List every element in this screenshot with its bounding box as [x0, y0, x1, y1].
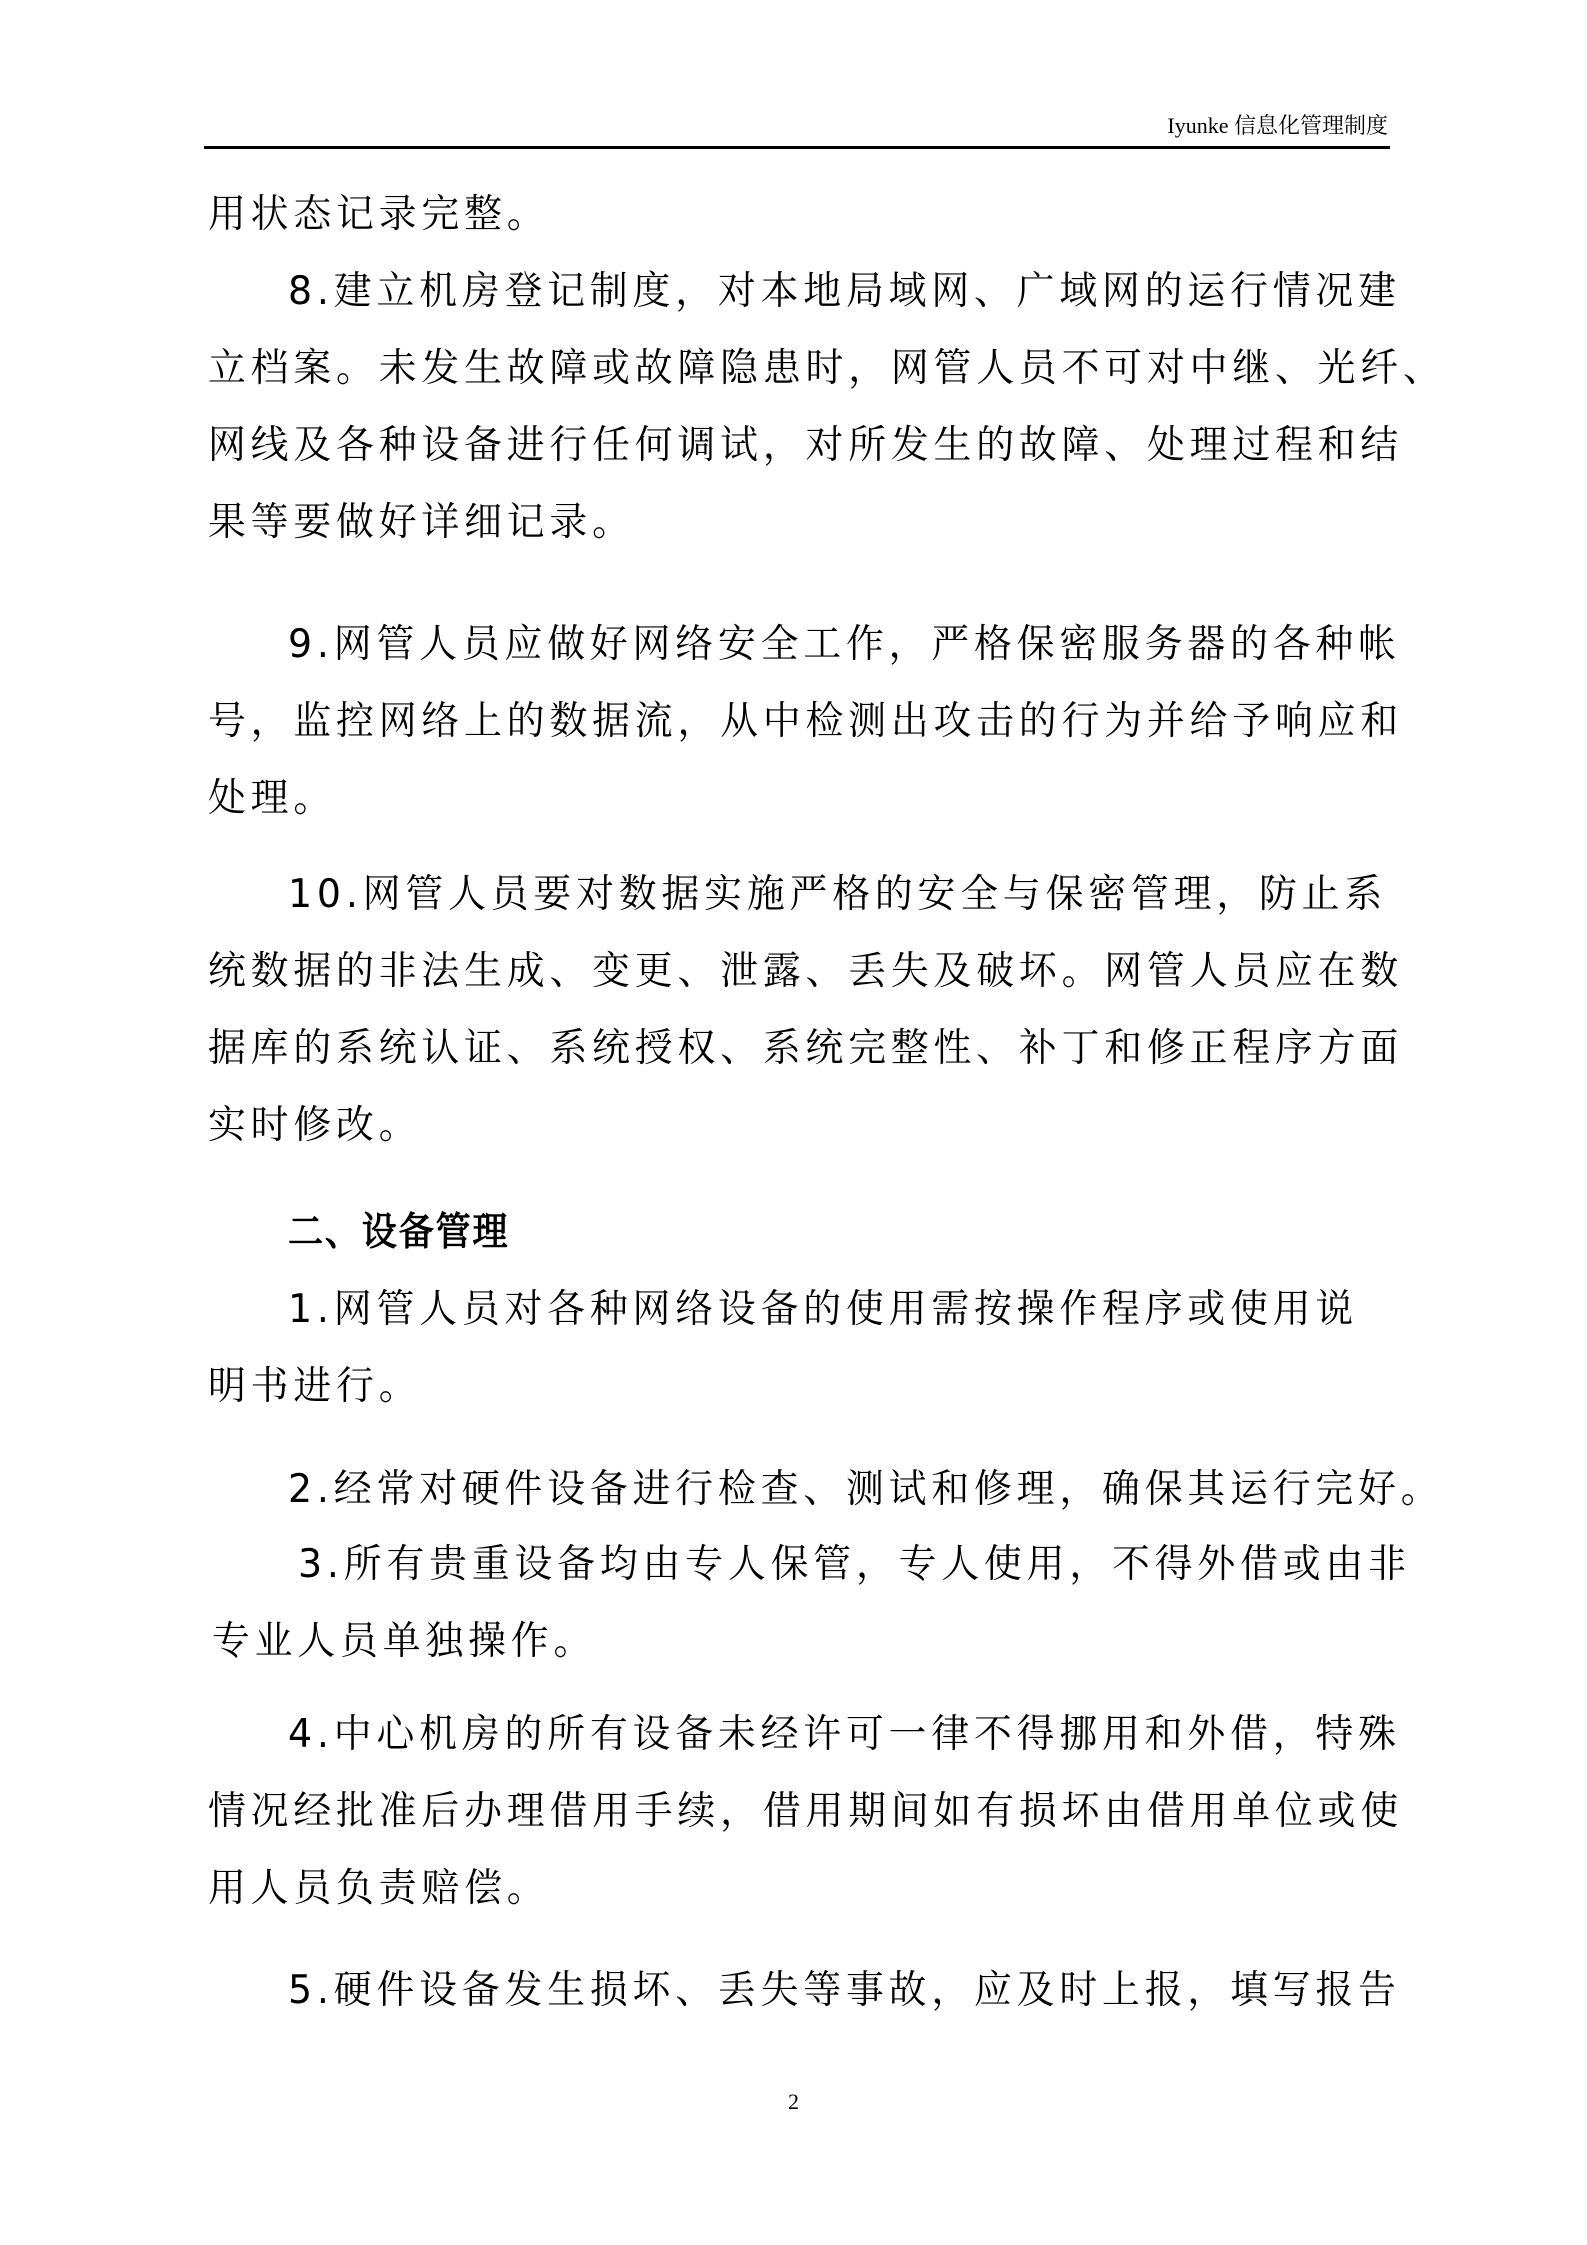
equipment-clause-4-line-1: 4.中心机房的所有设备未经许可一律不得挪用和外借，特殊	[288, 1712, 1401, 1757]
equipment-clause-1-line-2: 明书进行。	[208, 1364, 422, 1409]
clause-10-line-4: 实时修改。	[208, 1103, 422, 1148]
clause-8-line-1: 8.建立机房登记制度，对本地局域网、广域网的运行情况建	[288, 269, 1401, 314]
clause-8-line-4: 果等要做好详细记录。	[208, 500, 635, 545]
clause-10-line-2: 统数据的非法生成、变更、泄露、丢失及破坏。网管人员应在数	[208, 949, 1404, 994]
clause-9-line-1: 9.网管人员应做好网络安全工作，严格保密服务器的各种帐	[288, 622, 1401, 667]
equipment-clause-1-line-1: 1.网管人员对各种网络设备的使用需按操作程序或使用说	[288, 1287, 1359, 1332]
equipment-clause-5-line-1: 5.硬件设备发生损坏、丢失等事故，应及时上报，填写报告	[288, 1968, 1401, 2013]
clause-9-line-2: 号，监控网络上的数据流，从中检测出攻击的行为并给予响应和	[208, 699, 1404, 744]
equipment-clause-2-line-1: 2.经常对硬件设备进行检查、测试和修理，确保其运行完好。	[288, 1467, 1444, 1512]
page-header	[204, 108, 1390, 149]
clause-8-line-3: 网线及各种设备进行任何调试，对所发生的故障、处理过程和结	[208, 423, 1404, 468]
section-heading-equipment-management: 二、设备管理	[288, 1210, 510, 1255]
equipment-clause-4-line-2: 情况经批准后办理借用手续，借用期间如有损坏由借用单位或使	[208, 1789, 1404, 1834]
equipment-clause-3-line-2: 专业人员单独操作。	[212, 1619, 597, 1664]
clause-8-line-2: 立档案。未发生故障或故障隐患时，网管人员不可对中继、光纤、	[208, 346, 1446, 391]
clause-10-line-3: 据库的系统认证、系统授权、系统完整性、补丁和修正程序方面	[208, 1026, 1404, 1071]
header-title: Iyunke 信息化管理制度	[1167, 113, 1388, 138]
clause-10-line-1: 10.网管人员要对数据实施严格的安全与保密管理，防止系	[288, 872, 1388, 917]
body-line-continuation: 用状态记录完整。	[208, 192, 550, 237]
equipment-clause-4-line-3: 用人员负责赔偿。	[208, 1866, 550, 1911]
clause-9-line-3: 处理。	[208, 776, 337, 821]
equipment-clause-3-line-1: 3.所有贵重设备均由专人保管，专人使用，不得外借或由非	[298, 1542, 1411, 1587]
page-number: 2	[788, 2089, 799, 2114]
